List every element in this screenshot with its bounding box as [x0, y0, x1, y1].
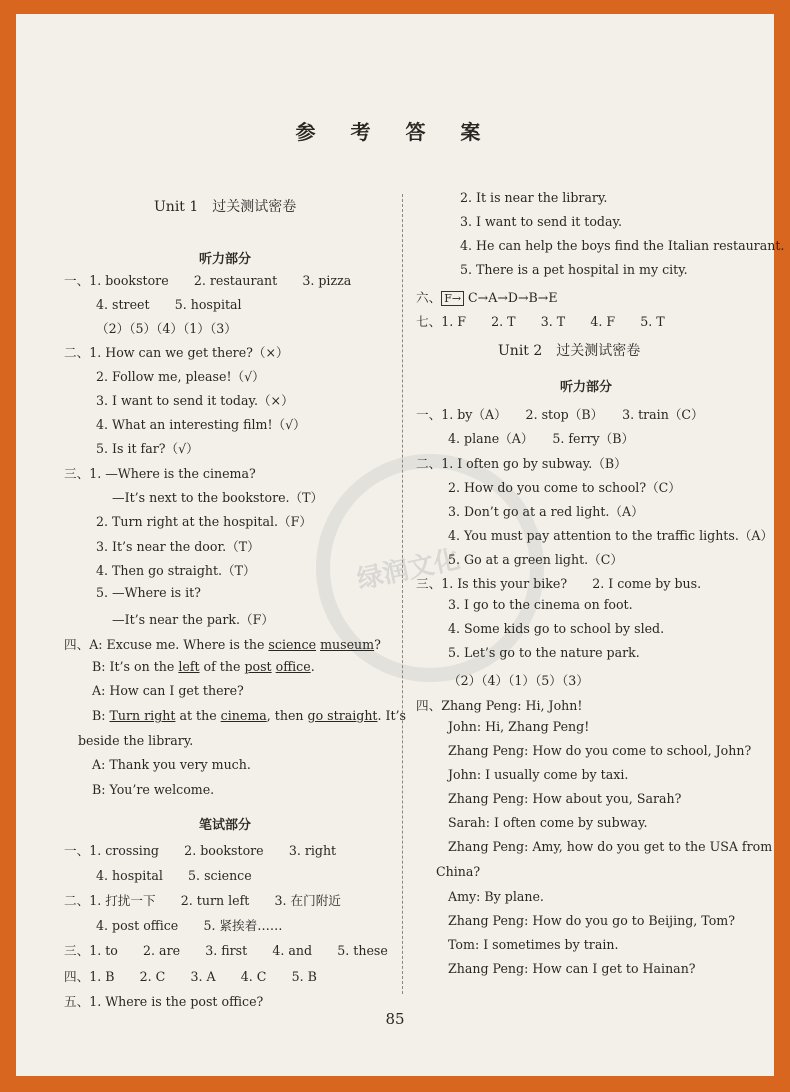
- dialog-line: Amy: By plane.: [448, 889, 544, 904]
- answer-line: 4. street 5. hospital: [96, 297, 242, 312]
- answer-line: 5. Let’s go to the nature park.: [448, 645, 640, 660]
- dialog-line: Zhang Peng: How do you come to school, John?: [448, 743, 752, 758]
- answer-line: 一、1. crossing 2. bookstore 3. right: [64, 843, 337, 858]
- dialog-line: beside the library.: [78, 733, 194, 748]
- answer-line: 三、1. Is this your bike? 2. I come by bus.: [416, 576, 702, 591]
- answer-line: 5. Go at a green light.（C）: [448, 552, 623, 567]
- answer-line: 一、1. bookstore 2. restaurant 3. pizza: [64, 273, 352, 288]
- dialog-line: 四、Zhang Peng: Hi, John!: [416, 698, 583, 713]
- answer-line: 三、1. to 2. are 3. first 4. and 5. these: [64, 943, 388, 958]
- answer-line: 3. I want to send it today.（×）: [96, 393, 294, 408]
- right-column: [402, 14, 785, 1014]
- dialog-line: A: Thank you very much.: [92, 757, 251, 772]
- answer-line: 2. Follow me, please!（√）: [96, 369, 265, 384]
- dialog-line: B: You’re welcome.: [92, 782, 215, 797]
- answer-line: 二、1. How can we get there?（×）: [64, 345, 289, 360]
- answer-line: 2. Turn right at the hospital.（F）: [96, 514, 312, 529]
- dialog-line: Zhang Peng: How do you go to Beijing, Tom?: [448, 913, 735, 928]
- answer-line: 3. It’s near the door.（T）: [96, 539, 260, 554]
- dialog-line: Zhang Peng: Amy, how do you get to the USA from: [448, 839, 773, 854]
- answer-line: （2）（5）（4）（1）（3）: [96, 321, 237, 336]
- answer-line: 4. He can help the boys find the Italian restaurant.: [460, 238, 785, 253]
- answer-line: 4. post office 5. 紧挨着……: [96, 918, 283, 933]
- answer-line: —It’s next to the bookstore.（T）: [112, 490, 324, 505]
- answer-line: （2）（4）（1）（5）（3）: [448, 673, 589, 688]
- answer-line: 4. plane（A） 5. ferry（B）: [448, 431, 635, 446]
- dialog-line: A: How can I get there?: [92, 683, 244, 698]
- answer-line: 4. Some kids go to school by sled.: [448, 621, 665, 636]
- unit1-written-title: 笔试部分: [199, 818, 252, 833]
- answer-line: 一、1. by（A） 2. stop（B） 3. train（C）: [416, 407, 704, 422]
- dialog-line: Sarah: I often come by subway.: [448, 815, 648, 830]
- unit1-listening-title: 听力部分: [199, 252, 252, 267]
- dialog-line: B: Turn right at the cinema, then go straight. It’s: [92, 708, 407, 723]
- answer-line: 3. I go to the cinema on foot.: [448, 597, 633, 612]
- answer-line: 5. —Where is it?: [96, 585, 201, 600]
- dialog-line: B: It’s on the left of the post office.: [92, 659, 315, 674]
- page-title: 参 考 答 案: [295, 120, 495, 144]
- dialog-line: China?: [436, 864, 481, 879]
- answer-line: 七、1. F 2. T 3. T 4. F 5. T: [416, 314, 665, 329]
- answer-line: 二、1. I often go by subway.（B）: [416, 456, 627, 471]
- answer-line: 5. Is it far?（√）: [96, 441, 199, 456]
- answer-line: 3. I want to send it today.: [460, 214, 622, 229]
- answer-page: [16, 14, 785, 1076]
- unit2-title: Unit 2 过关测试密卷: [498, 343, 641, 359]
- dialog-line: Tom: I sometimes by train.: [448, 937, 619, 952]
- answer-line: 二、1. 打扰一下 2. turn left 3. 在门附近: [64, 893, 341, 908]
- dialog-line: Zhang Peng: How can I get to Hainan?: [448, 961, 696, 976]
- answer-line: 三、1. —Where is the cinema?: [64, 466, 256, 481]
- answer-line: 4. hospital 5. science: [96, 868, 252, 883]
- answer-line: 四、1. B 2. C 3. A 4. C 5. B: [64, 969, 317, 984]
- answer-line: 4. You must pay attention to the traffic lights.（A）: [448, 528, 774, 543]
- left-column: [16, 14, 407, 1014]
- dialog-line: John: Hi, Zhang Peng!: [448, 719, 590, 734]
- answer-line: 5. There is a pet hospital in my city.: [460, 262, 688, 277]
- answer-line: 2. How do you come to school?（C）: [448, 480, 681, 495]
- dialog-line: Zhang Peng: How about you, Sarah?: [448, 791, 682, 806]
- answer-line-sequence: 六、 F→ C→A→D→B→E: [416, 290, 558, 305]
- answer-line: 4. Then go straight.（T）: [96, 563, 256, 578]
- answer-line: 五、1. Where is the post office?: [64, 994, 264, 1009]
- unit2-listening-title: 听力部分: [560, 380, 613, 395]
- answer-line: 2. It is near the library.: [460, 190, 608, 205]
- unit1-title: Unit 1 过关测试密卷: [154, 199, 297, 215]
- page-number: 85: [385, 1010, 405, 1028]
- watermark-text: 绿润文化: [354, 544, 463, 596]
- answer-line: 4. What an interesting film!（√）: [96, 417, 306, 432]
- boxed-start-letter: F→: [441, 291, 464, 306]
- dialog-line: John: I usually come by taxi.: [448, 767, 629, 782]
- answer-line: 3. Don’t go at a red light.（A）: [448, 504, 644, 519]
- dialog-line: 四、A: Excuse me. Where is the science museum?: [64, 637, 381, 652]
- answer-line: —It’s near the park.（F）: [112, 612, 274, 627]
